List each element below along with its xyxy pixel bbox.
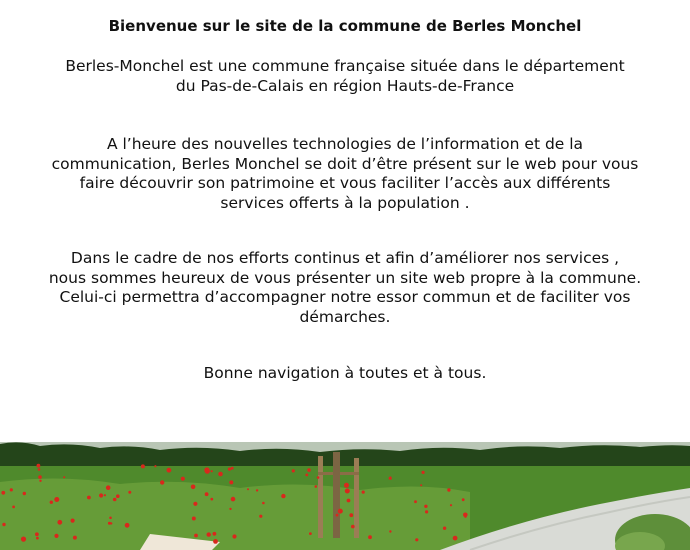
intro-line: Berles-Monchel est une commune française située dans le département xyxy=(65,57,625,75)
paragraph-line: A l’heure des nouvelles technologies de l’information et de la xyxy=(106,135,584,153)
paragraph-line: communication, Berles Monchel se doit d’être présent sur le web pour vous xyxy=(51,154,639,173)
paragraph-line: nous sommes heureux de vous présenter un site web propre à la commune. xyxy=(48,268,642,287)
technology-paragraph xyxy=(0,135,690,213)
paragraph-line: services offerts à la population . xyxy=(220,193,470,212)
intro-paragraph xyxy=(0,57,690,96)
intro-line: du Pas-de-Calais en région Hauts-de-France xyxy=(175,76,515,95)
services-paragraph xyxy=(0,249,690,327)
paragraph-line: Dans le cadre de nos efforts continus et afin d’améliorer nos services , xyxy=(70,249,620,267)
closing-message: Bonne navigation à toutes et à tous. xyxy=(203,364,487,382)
village-meadow-photo xyxy=(0,442,690,550)
paragraph-line: démarches. xyxy=(299,307,391,326)
paragraph-line: faire découvrir son patrimoine et vous faciliter l’accès aux différents xyxy=(79,174,611,192)
page-title: Bienvenue sur le site de la commune de Berles Monchel xyxy=(108,17,582,35)
paragraph-line: Celui-ci permettra d’accompagner notre essor commun et de faciliter vos xyxy=(59,288,631,306)
